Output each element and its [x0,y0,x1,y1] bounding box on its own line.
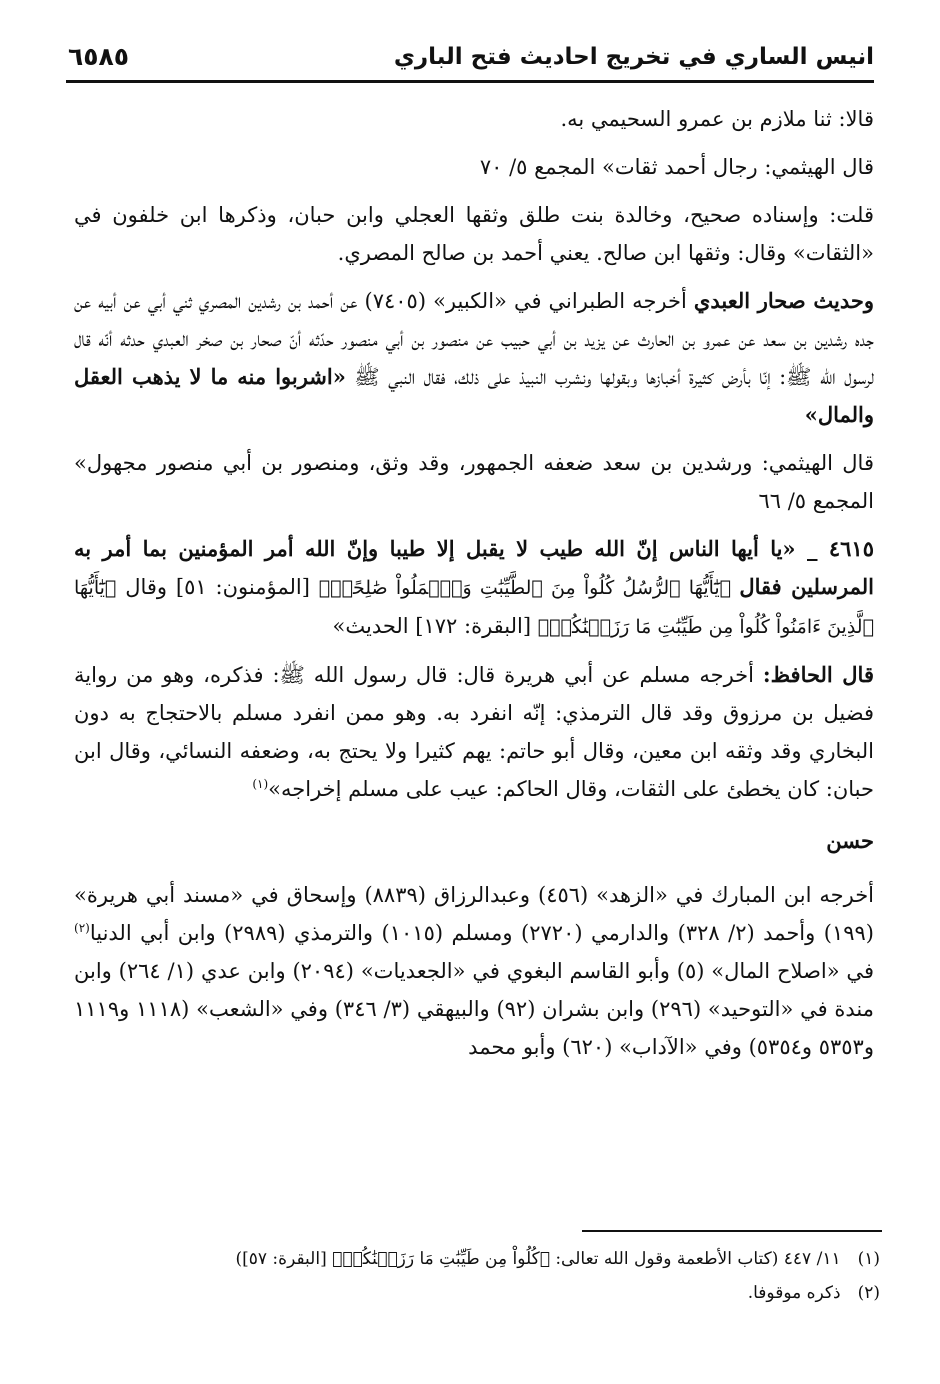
footnote-1 [74,1242,880,1276]
paragraph-7-text: أخرجه مسلم عن أبي هريرة قال: قال رسول الله ﷺ: فذكره، وهو من رواية فضيل بن مرزوق وقد قال الترمذي: إنّه انفرد به. وهو ممن انفرد مسلم بالاحتجاج به دون البخاري وقد وثقه ابن معين، وقال أبو حاتم: يهم كثيرا ولا يحتج به، وضعفه النسائي، وقال ابن حبان: كان يخطئ على الثقات، وقال الحاكم: عيب على مسلم إخراجه» [74,663,874,801]
paragraph-9 [74,876,874,1066]
book-title: انيس الساري في تخريج احاديث فتح الباري [393,44,874,70]
footnotes [74,1242,880,1310]
paragraph-4-text: أخرجه الطبراني في «الكبير» (٧٤٠٥) عن أحمد بن رشدين المصري ثني أبي عن أبيه عن جده رشدين بن سعد عن عمرو بن الحارث عن يزيد بن أبي حبيب عن منصور بن أبي منصور حدّثه أنّ صحار بن صخر العبدي حدثه أنّه قال لرسول الله ﷺ: إنّا بأرض كثيرة أخبازها وبقولها ونشرب النبيذ على ذلك، فقال النبي ﷺ [74,289,874,389]
main-text [74,100,874,1076]
paragraph-1: قالا: ثنا ملازم بن عمرو السحيمي به. [560,107,874,131]
footnote-2-number: (٢) [857,1283,880,1303]
footnote-2-text: ذكره موقوفا. [747,1283,841,1303]
grade-label: حسن [826,828,874,853]
hadith-entry [74,530,874,646]
paragraph-4-lead: وحديث صحار العبدي [693,288,875,313]
footnote-2 [74,1276,880,1310]
verse-ref-1: [المؤمنون: ٥١] وقال [116,575,319,599]
footnote-separator [582,1230,882,1232]
paragraph-7-lead: قال الحافظ: [762,662,874,687]
verse-ref-2: [البقرة: ١٧٢] الحديث» [332,614,538,638]
paragraph-3: قلت: وإسناده صحيح، وخالدة بنت طلق وثقها العجلي وابن حبان، وذكرها ابن خلفون في «الثقات» وقال: وثقها ابن صالح. يعني أحمد بن صالح المصري. [74,203,874,265]
paragraph-4-quote: «اشربوا منه ما لا يذهب العقل والمال» [74,364,874,427]
footnote-ref-1: (١) [252,777,269,791]
footnote-ref-2: (٢) [74,921,90,935]
hadith-text: «يا أيها الناس إنّ الله طيب لا يقبل إلا طيبا وإنّ الله أمر المؤمنين بما أمر به المرسلين فقال [74,536,874,599]
quran-verse-1: ﴿يَٰٓأَيُّهَا ٱلرُّسُلُ كُلُواْ مِنَ ٱلطَّيِّبَٰتِ وَٱعۡمَلُواْ صَٰلِحًاۖ﴾ [318,577,740,599]
hadith-number: ٤٦١٥ _ [795,536,874,561]
running-header [66,40,874,83]
paragraph-4 [74,282,874,434]
paragraph-7 [74,656,874,808]
footnote-1-text: ١١/ ٤٤٧ (كتاب الأطعمة وقول الله تعالى: ﴿كُلُواْ مِن طَيِّبَٰتِ مَا رَزَقۡنَٰكُمۡ﴾ [البقرة: ٥٧]) [235,1249,841,1269]
paragraph-5: قال الهيثمي: ورشدين بن سعد ضعفه الجمهور، وقد وثق، ومنصور بن أبي منصور مجهول» المجمع ٥/ ٦٦ [74,451,874,513]
page-number: ٦٥٨٥ [68,42,130,71]
quran-verse-2: ﴿يَٰٓأَيُّهَا ٱلَّذِينَ ءَامَنُواْ كُلُواْ مِن طَيِّبَٰتِ مَا رَزَقۡنَٰكُمۡ﴾ [74,577,874,638]
paragraph-9-text-b: في «اصلاح المال» (٥) وأبو القاسم البغوي في «الجعديات» (٢٠٩٤) وابن عدي (١/ ٢٦٤) وابن مندة في «التوحيد» (٢٩٦) وابن بشران (٩٢) والبيهقي (٣/ ٣٤٦) وفي «الشعب» (١١١٨ و١١١٩ و٥٣٥٣ و٥٣٥٤) وفي «الآداب» (٦٢٠) وأبو محمد [74,959,875,1059]
paragraph-2: قال الهيثمي: رجال أحمد ثقات» المجمع ٥/ ٧٠ [479,155,874,179]
footnote-1-number: (١) [857,1249,880,1269]
paragraph-9-text-a: أخرجه ابن المبارك في «الزهد» (٤٥٦) وعبدالرزاق (٨٨٣٩) وإسحاق في «مسند أبي هريرة» (١٩٩) وأحمد (٢/ ٣٢٨) والدارمي (٢٧٢٠) ومسلم (١٠١٥) والترمذي (٢٩٨٩) وابن أبي الدنيا [74,883,875,945]
